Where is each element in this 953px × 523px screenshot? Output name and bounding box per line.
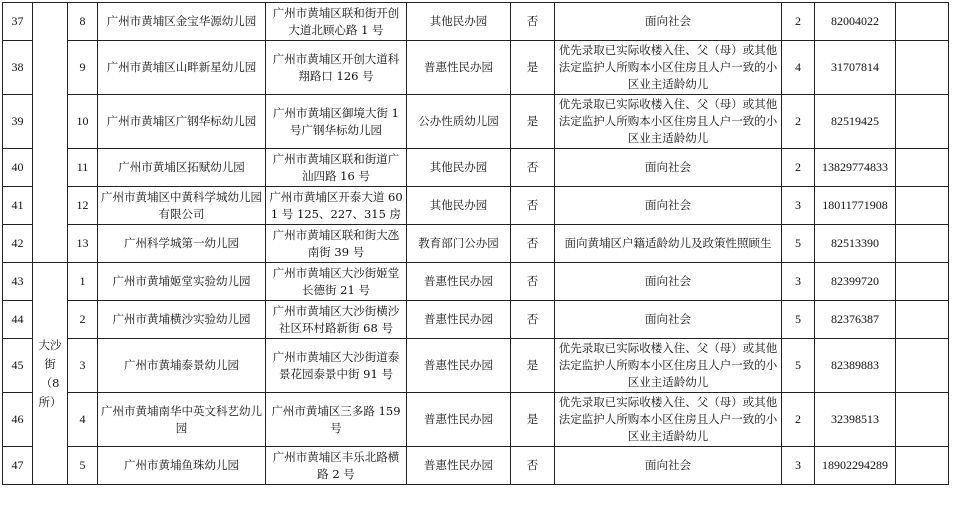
class-count: 5 xyxy=(782,301,815,339)
remarks xyxy=(896,95,949,149)
enrollment-policy: 面向社会 xyxy=(555,447,782,485)
inclusive-flag: 否 xyxy=(511,3,555,41)
inclusive-flag: 否 xyxy=(511,447,555,485)
kindergarten-name: 广州市黄埔区广钢华标幼儿园 xyxy=(98,95,266,149)
address: 广州市黄埔区联和街道广汕四路 16 号 xyxy=(266,149,407,187)
remarks xyxy=(896,339,949,393)
inclusive-flag: 否 xyxy=(511,187,555,225)
inclusive-flag: 是 xyxy=(511,339,555,393)
phone: 18902294289 xyxy=(815,447,896,485)
kindergarten-type: 普惠性民办园 xyxy=(407,263,511,301)
table-row xyxy=(3,95,949,149)
kindergarten-name: 广州市黄埔南华中英文科艺幼儿园 xyxy=(98,393,266,447)
kindergarten-type: 其他民办园 xyxy=(407,149,511,187)
kindergarten-name: 广州市黄埔区中黄科学城幼儿园有限公司 xyxy=(98,187,266,225)
address: 广州市黄埔区联和街大氹南街 39 号 xyxy=(266,225,407,263)
kindergarten-type: 教育部门公办园 xyxy=(407,225,511,263)
row-index: 46 xyxy=(3,393,33,447)
phone: 82004022 xyxy=(815,3,896,41)
kindergarten-name: 广州市黄埔横沙实验幼儿园 xyxy=(98,301,266,339)
address: 广州市黄埔区丰乐北路横路 2 号 xyxy=(266,447,407,485)
phone: 82519425 xyxy=(815,95,896,149)
kindergarten-type: 普惠性民办园 xyxy=(407,41,511,95)
inclusive-flag: 否 xyxy=(511,263,555,301)
class-count: 2 xyxy=(782,149,815,187)
enrollment-policy: 优先录取已实际收楼入住、父（母）或其他法定监护人所购本小区住房且人户一致的小区业主适龄幼儿 xyxy=(555,95,782,149)
enrollment-policy: 面向黄埔区户籍适龄幼儿及政策性照顾生 xyxy=(555,225,782,263)
enrollment-policy: 优先录取已实际收楼入住、父（母）或其他法定监护人所购本小区住房且人户一致的小区业主适龄幼儿 xyxy=(555,339,782,393)
address: 广州市黄埔区大沙街道泰景花园泰景中街 91 号 xyxy=(266,339,407,393)
sub-index: 11 xyxy=(68,149,98,187)
inclusive-flag: 否 xyxy=(511,301,555,339)
inclusive-flag: 是 xyxy=(511,393,555,447)
remarks xyxy=(896,225,949,263)
row-index: 39 xyxy=(3,95,33,149)
phone: 82513390 xyxy=(815,225,896,263)
class-count: 2 xyxy=(782,95,815,149)
row-index: 41 xyxy=(3,187,33,225)
table-row xyxy=(3,3,949,41)
table-row xyxy=(3,149,949,187)
address: 广州市黄埔区开创大道科翔路口 126 号 xyxy=(266,41,407,95)
remarks xyxy=(896,393,949,447)
enrollment-policy: 面向社会 xyxy=(555,3,782,41)
enrollment-policy: 优先录取已实际收楼入住、父（母）或其他法定监护人所购本小区住房且人户一致的小区业主适龄幼儿 xyxy=(555,393,782,447)
row-index: 45 xyxy=(3,339,33,393)
kindergarten-name: 广州市黄埔姬堂实验幼儿园 xyxy=(98,263,266,301)
enrollment-policy: 面向社会 xyxy=(555,187,782,225)
kindergarten-name: 广州市黄埔区拓赋幼儿园 xyxy=(98,149,266,187)
class-count: 5 xyxy=(782,339,815,393)
table-row xyxy=(3,225,949,263)
enrollment-policy: 面向社会 xyxy=(555,263,782,301)
phone: 13829774833 xyxy=(815,149,896,187)
class-count: 2 xyxy=(782,3,815,41)
remarks xyxy=(896,447,949,485)
remarks xyxy=(896,3,949,41)
inclusive-flag: 是 xyxy=(511,95,555,149)
phone: 31707814 xyxy=(815,41,896,95)
kindergarten-name: 广州科学城第一幼儿园 xyxy=(98,225,266,263)
kindergarten-type: 普惠性民办园 xyxy=(407,339,511,393)
row-index: 37 xyxy=(3,3,33,41)
row-index: 42 xyxy=(3,225,33,263)
kindergarten-type: 其他民办园 xyxy=(407,187,511,225)
table-row xyxy=(3,393,949,447)
class-count: 2 xyxy=(782,393,815,447)
address: 广州市黄埔区三多路 159 号 xyxy=(266,393,407,447)
kindergarten-type: 普惠性民办园 xyxy=(407,393,511,447)
kindergarten-type: 公办性质幼儿园 xyxy=(407,95,511,149)
table-row xyxy=(3,41,949,95)
table-row xyxy=(3,263,949,301)
table-row xyxy=(3,447,949,485)
address: 广州市黄埔区大沙街横沙社区环村路新街 68 号 xyxy=(266,301,407,339)
row-index: 38 xyxy=(3,41,33,95)
inclusive-flag: 否 xyxy=(511,149,555,187)
enrollment-policy: 优先录取已实际收楼入住、父（母）或其他法定监护人所购本小区住房且人户一致的小区业主适龄幼儿 xyxy=(555,41,782,95)
district-cell-prev xyxy=(33,3,68,263)
address: 广州市黄埔区大沙街姬堂长德街 21 号 xyxy=(266,263,407,301)
row-index: 43 xyxy=(3,263,33,301)
remarks xyxy=(896,149,949,187)
sub-index: 9 xyxy=(68,41,98,95)
address: 广州市黄埔区联和街开创大道北顾心路 1 号 xyxy=(266,3,407,41)
kindergarten-name: 广州市黄埔泰景幼儿园 xyxy=(98,339,266,393)
sub-index: 13 xyxy=(68,225,98,263)
enrollment-policy: 面向社会 xyxy=(555,149,782,187)
kindergarten-type: 普惠性民办园 xyxy=(407,447,511,485)
class-count: 3 xyxy=(782,187,815,225)
kindergarten-type: 普惠性民办园 xyxy=(407,301,511,339)
row-index: 40 xyxy=(3,149,33,187)
row-index: 44 xyxy=(3,301,33,339)
inclusive-flag: 是 xyxy=(511,41,555,95)
class-count: 3 xyxy=(782,447,815,485)
table-row xyxy=(3,301,949,339)
sub-index: 3 xyxy=(68,339,98,393)
sub-index: 12 xyxy=(68,187,98,225)
remarks xyxy=(896,41,949,95)
address: 广州市黄埔区开泰大道 601 号 125、227、315 房 xyxy=(266,187,407,225)
sub-index: 5 xyxy=(68,447,98,485)
class-count: 3 xyxy=(782,263,815,301)
remarks xyxy=(896,301,949,339)
remarks xyxy=(896,263,949,301)
sub-index: 4 xyxy=(68,393,98,447)
kindergarten-table xyxy=(2,2,949,485)
table-row xyxy=(3,339,949,393)
table-row xyxy=(3,187,949,225)
kindergarten-type: 其他民办园 xyxy=(407,3,511,41)
sub-index: 10 xyxy=(68,95,98,149)
enrollment-policy: 面向社会 xyxy=(555,301,782,339)
phone: 18011771908 xyxy=(815,187,896,225)
class-count: 4 xyxy=(782,41,815,95)
sub-index: 2 xyxy=(68,301,98,339)
row-index: 47 xyxy=(3,447,33,485)
phone: 82399720 xyxy=(815,263,896,301)
sub-index: 1 xyxy=(68,263,98,301)
address: 广州市黄埔区御境大街 1 号广钢华标幼儿园 xyxy=(266,95,407,149)
kindergarten-name: 广州市黄埔鱼珠幼儿园 xyxy=(98,447,266,485)
kindergarten-name: 广州市黄埔区金宝华源幼儿园 xyxy=(98,3,266,41)
sub-index: 8 xyxy=(68,3,98,41)
class-count: 5 xyxy=(782,225,815,263)
district-label: 大沙街（8所） xyxy=(33,263,68,485)
phone: 32398513 xyxy=(815,393,896,447)
phone: 82376387 xyxy=(815,301,896,339)
kindergarten-name: 广州市黄埔区山畔新星幼儿园 xyxy=(98,41,266,95)
phone: 82389883 xyxy=(815,339,896,393)
remarks xyxy=(896,187,949,225)
inclusive-flag: 否 xyxy=(511,225,555,263)
